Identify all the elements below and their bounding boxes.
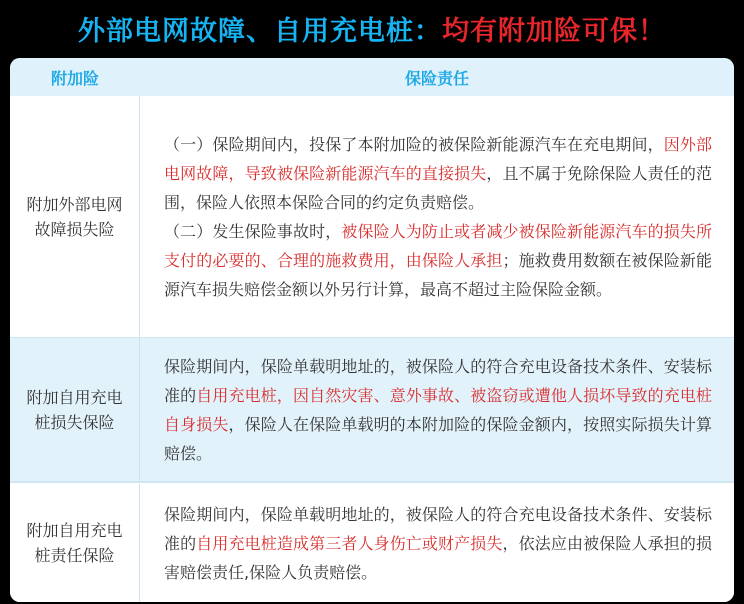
highlight-text: 因外部电网故障，导致被保险新能源汽车的直接损失 — [164, 134, 712, 183]
coverage-text — [140, 484, 734, 602]
rider-name — [10, 96, 140, 337]
table-row — [10, 96, 734, 337]
coverage-text — [140, 338, 734, 481]
rider-name — [10, 338, 140, 481]
table-row — [10, 338, 734, 481]
rider-name-line: 桩损失保险 — [34, 412, 115, 432]
table-header — [10, 58, 734, 96]
title-part-blue: 外部电网故障、自用充电桩： — [78, 15, 442, 47]
rider-name-line: 附加自用充电 — [26, 387, 123, 407]
row-divider — [10, 481, 734, 483]
table-row — [10, 484, 734, 602]
rider-name-line: 附加自用充电 — [26, 521, 123, 540]
highlight-text: 自用充电桩，因自然灾害、意外事故、被盗窃或遭他人损坏导致的充电桩自身损失 — [164, 385, 712, 434]
coverage-paragraph: （一）保险期间内，投保了本附加险的被保险新能源汽车在充电期间，因外部电网故障，导致被保险新能源汽车的直接损失，且不属于免除保险人责任的范围，保险人依照本保险合同的约定负责赔偿。 — [164, 134, 712, 212]
insurance-table — [10, 58, 734, 602]
rider-name-line: 故障损失险 — [34, 219, 115, 239]
coverage-text — [140, 96, 734, 337]
coverage-paragraph: （二）发生保险事故时，被保险人为防止或者减少被保险新能源汽车的损失所支付的必要的、合理的施救费用，由保险人承担；施救费用数额在被保险新能源汽车损失赔偿金额以外另行计算，最高不超过主险保险金额。 — [164, 221, 712, 299]
coverage-paragraph: 保险期间内，保险单载明地址的，被保险人的符合充电设备技术条件、安装标准的自用充电桩，因自然灾害、意外事故、被盗窃或遭他人损坏导致的充电桩自身损失，保险人在保险单载明的本附加险的保险金额内，按照实际损失计算赔偿。 — [164, 356, 712, 463]
page-title — [0, 0, 744, 56]
rider-name-line: 附加外部电网 — [26, 194, 123, 214]
rider-name-line: 桩责任保险 — [34, 546, 115, 565]
highlight-text: 自用充电桩造成第三者人身伤亡或财产损失 — [196, 533, 503, 553]
header-rider: 附加险 — [50, 68, 99, 88]
highlight-text: 被保险人为防止或者减少被保险新能源汽车的损失所支付的必要的、合理的施救费用，由保险人承担 — [164, 221, 712, 270]
rider-name — [10, 484, 140, 602]
header-coverage: 保险责任 — [404, 68, 469, 88]
title-part-red: 均有附加险可保！ — [442, 15, 666, 47]
coverage-paragraph: 保险期间内，保险单载明地址的，被保险人的符合充电设备技术条件、安装标准的自用充电桩造成第三者人身伤亡或财产损失，依法应由被保险人承担的损害赔偿责任,保险人负责赔偿。 — [164, 504, 712, 582]
